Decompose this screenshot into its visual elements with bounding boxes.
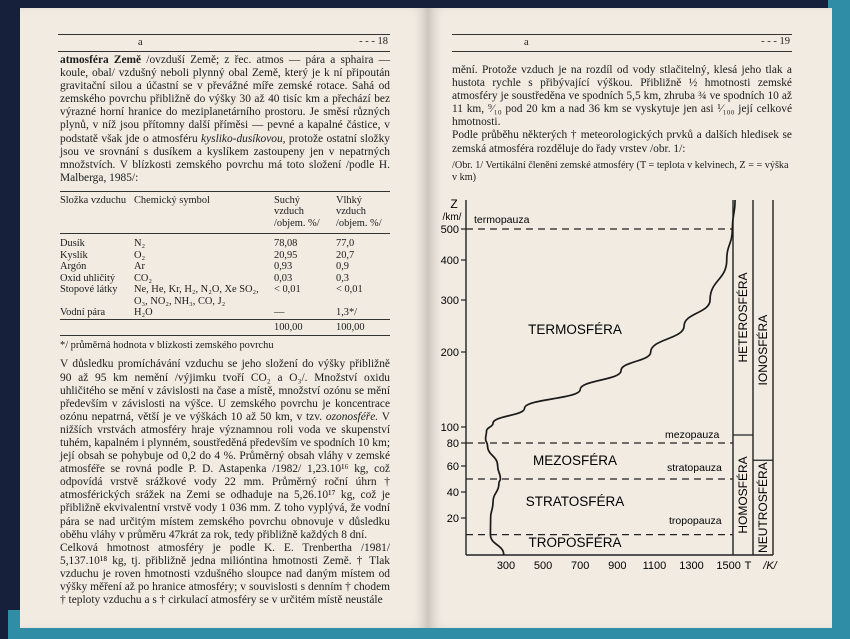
cell: Ne, He, Kr, H₂, N₂O, Xe SO₂, O₃, NO₂, NH₃, CO, J₂ [134, 284, 259, 307]
pause-label: stratopauza [667, 462, 722, 474]
y-tick-label: 500 [440, 224, 459, 236]
col-header: Chemický symbol [134, 194, 210, 206]
cell: 78,08 [274, 238, 298, 250]
cell: 77,0 [336, 238, 355, 250]
cell: 0,9 [336, 261, 349, 273]
column-label-ionosfera: IONOSFÉRA [756, 314, 770, 386]
paragraph: Podle průběhu některých † meteorologických prvků a dalších hledisek se zemská atmosféra rozděluje do řady vrstev /obr. 1/: [452, 129, 792, 155]
text: protože ostatní složky jsou ve srovnání s dusíkem a kyslíkem zastoupeny jen v nepatrných množstvích. V blízkosti zemského povrchu má toto složení /podle H. Malberga, 1985/: [60, 132, 390, 184]
cell: Argón [60, 261, 87, 273]
x-tick-label: 1300 [679, 560, 704, 572]
layer-label: TERMOSFÉRA [528, 322, 622, 337]
cell: Oxid uhličitý [60, 272, 116, 284]
cell: Dusík [60, 238, 85, 250]
y-tick-label: 40 [446, 487, 459, 499]
y-axis-unit: /km/ [442, 212, 462, 223]
entry-term: atmosféra Země [60, 54, 142, 66]
x-tick-label: 700 [571, 560, 590, 572]
cell: 100,00 [274, 321, 303, 333]
paragraph: mění. Protože vzduch je na rozdíl od vody stlačitelný, klesá jeho tlak a hustota rychle s přibývající výškou. Přibližně ½ hmotnosti zemské atmosféry je soustředěna ve spodních 5,5 km, zhruba ¾ ve spodních 10 až 11 km, ⁹⁄₁₀ pod 20 km a nad 36 km se vyskytuje jen asi ¹⁄₁₀₀ její celkové hmotnosti. [452, 64, 792, 129]
x-tick-label: 1500 [716, 560, 741, 572]
cell: Vodní pára [60, 307, 106, 319]
text: V důsledku promíchávání vzduchu se jeho složení do výšky přibližně 90 až 95 km nemění /výjimku tvoří CO₂ a O₃/. Množství oxidu uhličitého se mění v závislosti na čase a místě, množství ozónu se mění především v závislosti na výšce. U zemského povrchu je koncentrace ozónu nepatrná, větší je ve výškách 10 až 50 km, v tzv. [60, 358, 390, 423]
cell: — [274, 307, 285, 319]
layer-label: STRATOSFÉRA [525, 494, 625, 509]
y-tick-label: 60 [446, 461, 459, 473]
header-letter: a [138, 37, 143, 48]
column-label-heterosfera: HETEROSFÉRA [736, 272, 750, 363]
cell: 20,7 [336, 249, 355, 261]
layer-label: TROPOSFÉRA [528, 535, 622, 550]
page-number: - - - 19 [761, 36, 790, 47]
x-tick-label: 300 [496, 560, 516, 572]
y-tick-label: 400 [440, 255, 459, 267]
y-tick-label: 300 [440, 295, 459, 307]
x-tick-label: 1100 [642, 560, 667, 572]
y-tick-label: 80 [446, 438, 459, 450]
y-axis-label: Z [450, 197, 458, 211]
x-axis-label: T [744, 560, 752, 572]
cell: 0,3 [336, 272, 349, 284]
cell: 0,93 [274, 261, 293, 273]
y-tick-label: 200 [440, 347, 459, 359]
col-header: Suchý vzduch /objem. %/ [274, 194, 320, 229]
col-header: Složka vzduchu [60, 194, 127, 206]
y-tick-label: 20 [446, 513, 459, 525]
page-number: - - - 18 [359, 36, 388, 47]
pause-label: termopauza [474, 214, 530, 226]
cell: Ar [134, 261, 145, 273]
col-header: Vlhký vzduch /objem. %/ [336, 194, 382, 229]
x-axis-unit: /K/ [763, 560, 777, 572]
cell: 0,03 [274, 272, 293, 284]
figure-caption: /Obr. 1/ Vertikální členění zemské atmosféry (T = teplota v kelvinech, Z = = výška v km) [452, 159, 789, 184]
cell: N₂ [134, 238, 146, 250]
column-label-neutrosfera: NEUTROSFÉRA [756, 462, 770, 553]
cell: H₂O [134, 307, 153, 319]
cell: O₂ [134, 249, 146, 261]
cell: 1,3*/ [336, 307, 358, 319]
text: /ovzduší Země; z řec. atmos — pára a sphaira — koule, obal/ vzdušný neboli plynný obal Země, který je k ní připoután gravitační silou a účastní se v převážné míře zemské rotace. Sahá od zemského povrchu přibližně do výšky 30 až 40 tisíc km a přechází bez výrazné horní hranice do meziplanetárního prostoru. Je směsí různých plynů, v níž jsou přítomny další příměsi — pevné a kapalné částice, v podstatě však jde o atmosféru [60, 54, 390, 145]
cell: < 0,01 [336, 284, 363, 296]
cell: Stopové látky [60, 284, 118, 296]
cell: 20,95 [274, 249, 298, 261]
pause-label: mezopauza [665, 429, 720, 441]
table-footnote: */ průměrná hodnota v blízkosti zemského povrchu [60, 340, 274, 352]
italic-term: kysliko-dusíkovou, [201, 132, 286, 145]
x-tick-label: 500 [533, 560, 553, 572]
text: V nižších vrstvách atmosféry hraje významnou roli voda ve skupenství tuhém, kapalném i plynném, soustředěná především ve spodních 10 km; její obsah se pohybuje od 0,2 do 4 %. Průměrný obsah vláhy v zemské atmosféře se rovná podle P. D. Astapenka /1982/ 1,23.10¹⁶ kg, což odpovídá vrstvě srážkové vody 22 mm. Průměrný roční úhrn † atmosférických srážek na Zemi se odhaduje na 5,26.10¹⁷ kg, což je přibližně ekvivalentní vrstvě vody 1 036 mm. Z toho vyplývá, že vodní pára se nad určitým místem zemského povrchu obnovuje v důsledku oběhu vláhy v průměru 47krát za rok, tedy přibližně každých 8 dní. [60, 410, 390, 541]
italic-term: ozonosféře. [325, 410, 379, 423]
cell: CO₂ [134, 272, 153, 284]
paragraph: Celková hmotnost atmosféry je podle K. E. Trenbertha /1981/ 5,137.10¹⁸ kg, tj. přibližně jedna milióntina hmotnosti Země. † Tlak vzduchu je roven hmotnosti vzdušného sloupce nad daným místem od výšky měření až po hranice atmosféry; v souvislosti s denním † chodem † teploty vzduchu a s † cirkulací atmosféry se v určitém místě neustále [60, 541, 390, 607]
cell: 100,00 [336, 321, 365, 333]
y-tick-label: 100 [440, 422, 459, 434]
x-tick-label: 900 [608, 560, 627, 572]
column-label-homosfera: HOMOSFÉRA [736, 456, 750, 534]
header-letter: a [524, 37, 529, 48]
cell: Kyslík [60, 249, 88, 261]
layer-label: MEZOSFÉRA [532, 453, 618, 468]
cell: < 0,01 [274, 284, 301, 296]
pause-label: tropopauza [669, 515, 722, 527]
